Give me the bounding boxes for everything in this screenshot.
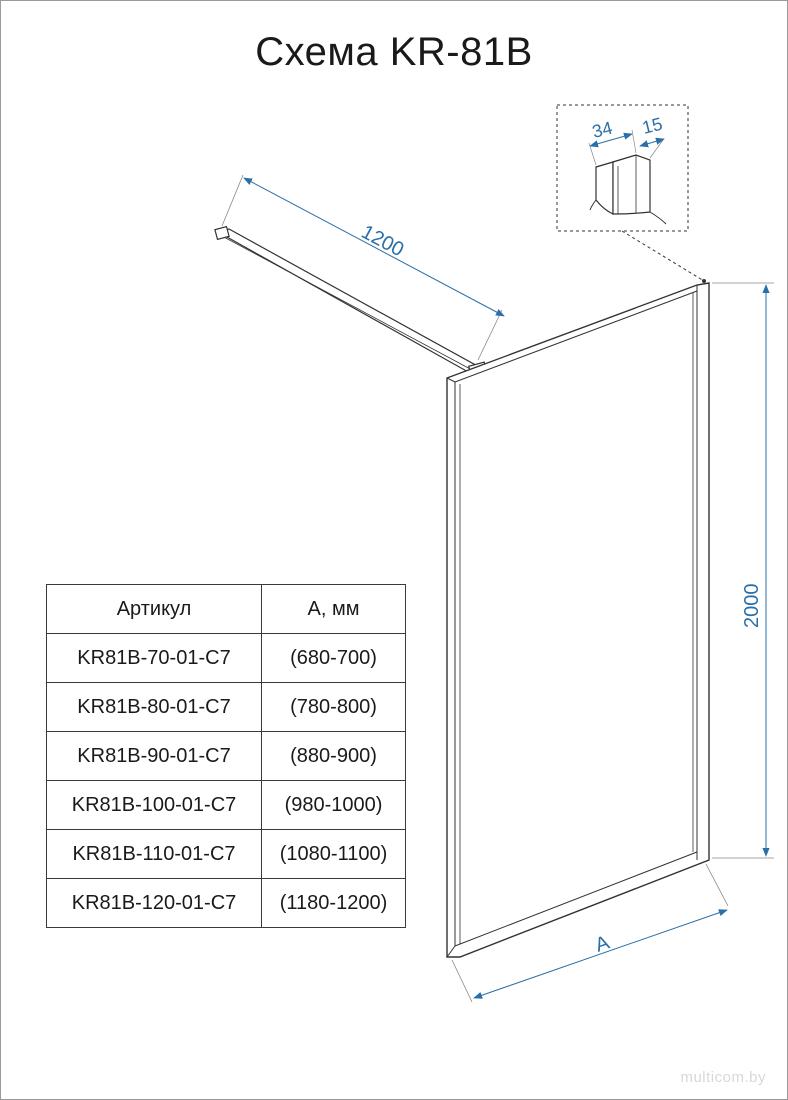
header-article: Артикул [47, 585, 262, 634]
glass-thickness-dimension [640, 139, 664, 146]
article-cell: KR81B-70-01-C7 [47, 634, 262, 683]
size-cell: (780-800) [262, 683, 406, 732]
size-cell: (880-900) [262, 732, 406, 781]
glass-thickness-label: 15 [640, 113, 665, 138]
extension-line [706, 864, 728, 906]
extension-line [632, 130, 636, 153]
table-row [47, 830, 406, 879]
article-cell: KR81B-90-01-C7 [47, 732, 262, 781]
size-cell: (980-1000) [262, 781, 406, 830]
size-cell: (1180-1200) [262, 879, 406, 928]
article-cell: KR81B-110-01-C7 [47, 830, 262, 879]
table-header-row [47, 585, 406, 634]
stabilizer-bar [215, 227, 487, 378]
table-row [47, 634, 406, 683]
article-cell: KR81B-120-01-C7 [47, 879, 262, 928]
extension-line [452, 960, 472, 1002]
extension-line [589, 143, 596, 165]
table-row [47, 732, 406, 781]
header-size: А, мм [262, 585, 406, 634]
table-row [47, 879, 406, 928]
article-cell: KR81B-100-01-C7 [47, 781, 262, 830]
extension-line [222, 175, 243, 226]
profile-section [590, 155, 666, 224]
width-label: A [592, 931, 613, 957]
detail-leader-line [622, 231, 704, 281]
table-row [47, 781, 406, 830]
size-cell: (680-700) [262, 634, 406, 683]
size-cell: (1080-1100) [262, 830, 406, 879]
profile-width-label: 34 [590, 117, 615, 142]
article-cell: KR81B-80-01-C7 [47, 683, 262, 732]
height-label: 2000 [741, 583, 763, 628]
detail-leader-dot [702, 279, 706, 283]
page-title: Схема KR-81B [255, 30, 533, 74]
article-table [46, 584, 406, 928]
bar-length-label: 1200 [357, 220, 408, 262]
extension-line [478, 310, 502, 360]
table-row [47, 683, 406, 732]
watermark: multicom.by [680, 1069, 766, 1086]
glass-panel [447, 283, 709, 957]
